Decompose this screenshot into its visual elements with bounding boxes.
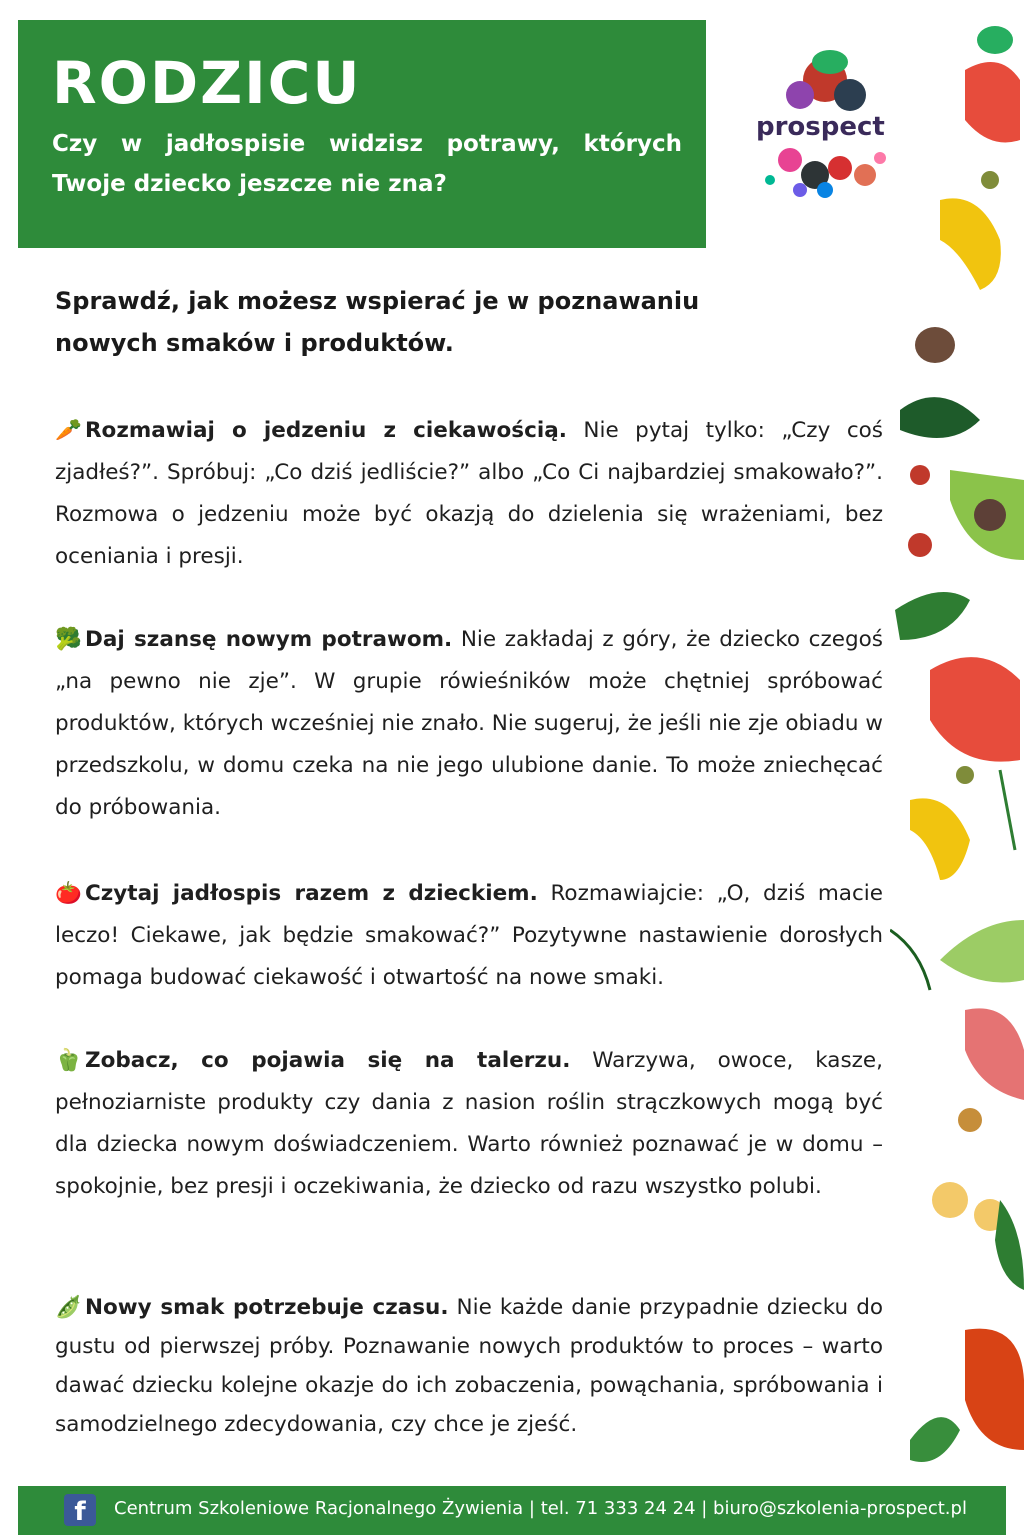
tip-body: Rozmawiajcie: „O, dziś macie leczo! Ciekawe, jak będzie smakować?” Pozytywne nastawienie dorosłych pomaga budować ciekawość i otwartość na nowe smaki. bbox=[55, 881, 883, 990]
tip-read-menu bbox=[55, 873, 883, 999]
vegetable-decoration-image bbox=[890, 0, 1024, 1485]
footer-contact-text: Centrum Szkoleniowe Racjonalnego Żywienia | tel. 71 333 24 24 | biuro@szkolenia-prospect.pl bbox=[114, 1498, 967, 1519]
intro-heading: Sprawdź, jak możesz wspierać je w poznawaniu nowych smaków i produktów. bbox=[55, 287, 700, 357]
tip-new-dishes bbox=[55, 619, 883, 829]
tomato-icon: 🍅 bbox=[55, 881, 82, 906]
tip-lead: Daj szansę nowym potrawom. bbox=[85, 627, 453, 652]
tip-body: Warzywa, owoce, kasze, pełnoziarniste produkty czy dania z nasion roślin strączkowych mogą być dla dziecka nowym doświadczeniem. Warto również poznawać je w domu – spokojnie, bez presji i oczekiwania, że dziecko od razu wszystko polubi. bbox=[55, 1048, 883, 1199]
footer-bar bbox=[18, 1486, 1006, 1535]
logo-text: prospect bbox=[750, 112, 891, 142]
carrot-icon: 🥕 bbox=[55, 418, 82, 443]
broccoli-icon: 🥦 bbox=[55, 627, 82, 652]
tip-body: Nie każde danie przypadnie dziecku do gustu od pierwszej próby. Poznawanie nowych produktów to proces – warto dawać dziecku kolejne okazje do ich zobaczenia, powąchania, spróbowania i samodzielnego zdecydowania, czy chce je zjeść. bbox=[55, 1295, 883, 1437]
header-banner bbox=[18, 20, 706, 248]
pea-pod-icon: 🫛 bbox=[55, 1295, 82, 1320]
facebook-icon[interactable]: f bbox=[64, 1494, 96, 1526]
tip-lead: Nowy smak potrzebuje czasu. bbox=[85, 1295, 449, 1320]
tip-body: Nie pytaj tylko: „Czy coś zjadłeś?”. Spróbuj: „Co dziś jedliście?” albo „Co Ci najbardziej smakowało?”. Rozmowa o jedzeniu może być okazją do dzielenia się wrażeniami, bez oceniania i presji. bbox=[55, 418, 883, 569]
page-subtitle: Czy w jadłospisie widzisz potrawy, których Twoje dziecko jeszcze nie zna? bbox=[52, 131, 682, 197]
tip-see-plate bbox=[55, 1040, 883, 1208]
tip-body: Nie zakładaj z góry, że dziecko czegoś „na pewno nie zje”. W grupie rówieśników może chętniej spróbować produktów, których wcześniej nie znało. Nie sugeruj, że jeśli nie zje obiadu w przedszkolu, w domu czeka na nie jego ulubione danie. To może zniechęcać do próbowania. bbox=[55, 627, 883, 820]
tip-new-taste-time bbox=[55, 1288, 883, 1444]
tip-talk-about-food bbox=[55, 410, 883, 578]
page-title: RODZICU bbox=[52, 49, 362, 117]
tip-lead: Czytaj jadłospis razem z dzieckiem. bbox=[85, 881, 538, 906]
tip-lead: Zobacz, co pojawia się na talerzu. bbox=[85, 1048, 571, 1073]
bell-pepper-icon: 🫑 bbox=[55, 1048, 82, 1073]
tip-lead: Rozmawiaj o jedzeniu z ciekawością. bbox=[85, 418, 567, 443]
